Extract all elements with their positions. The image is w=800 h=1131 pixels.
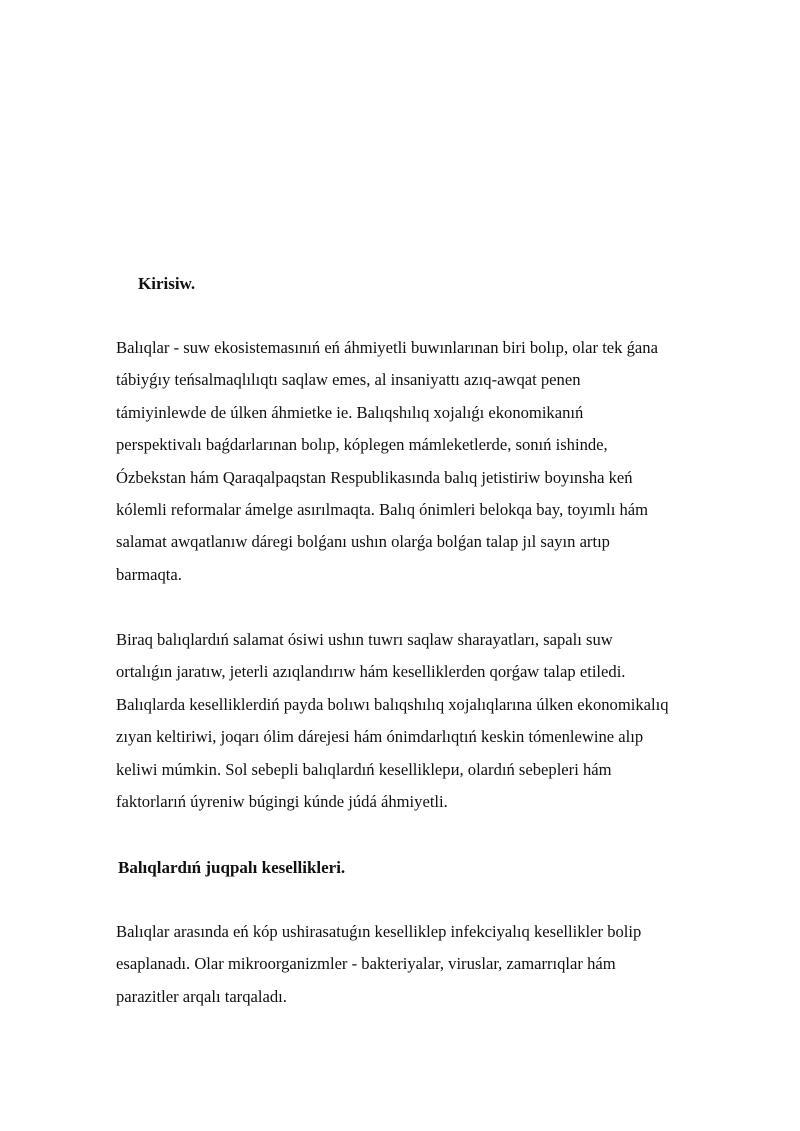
text-line: támiyinlewde de úlken áhmietke ie. Balıqshılıq xojalıǵı ekonomikanıń [116,402,584,422]
text-line: zıyan keltiriwi, joqarı ólim dárejesi hám ónimdarlıqtıń keskin tómenlewine alıp [116,727,644,747]
text-line: parazitler arqalı tarqaladı. [116,986,287,1006]
text-line: Balıqlarda keselliklerdiń payda bolıwı balıqshılıq xojalıqlarına úlken ekonomikalıq [116,694,669,714]
text-line: ortalıǵın jaratıw, jeterli azıqlandırıw hám keselliklerden qorǵaw talap etiledi. [116,662,626,682]
section-heading-infectious-diseases: Balıqlardıń juqpalı kesellikleri. [118,858,346,877]
text-line: Balıqlar arasında eń kóp ushirasatuǵın keselliklер infekciyalıq kesellikler bolip [116,922,642,941]
paragraph-fish-health [116,624,756,818]
text-line: barmaqta. [116,564,182,584]
text-line: esaplanadı. Olar mikroorganizmler - bakteriyalar, viruslar, zamarrıqlar hám [116,954,616,974]
text-line: tábiyǵıy teńsalmaqlılıqtı saqlaw emes, al insaniyattı azıq-awqat penen [116,370,581,390]
paragraph-introduction [116,332,756,591]
text-line: faktorlarıń úyreniw búgingi kúnde júdá áhmiyetli. [116,792,448,812]
section-heading-introduction: Kirisiw. [138,274,196,293]
text-line: salamat awqatlanıw dáregi bolǵanı ushın olarǵa bolǵan talap jıl sayın artıp [116,532,610,552]
text-line: Ózbekstan hám Qaraqalpaqstan Respublikasında balıq jetistiriw boyınsha keń [116,467,633,487]
text-line: perspektivalı baǵdarlarınan bolıp, kóplegen mámleketlerde, sonıń ishinde, [116,435,608,455]
text-line: keliwi múmkin. Sol sebepli balıqlardıń keselliklери, olardıń sebepleri hám [116,759,612,779]
paragraph-infectious-diseases [116,916,756,1013]
text-line: kólemli reformalar ámelge asırılmaqta. Balıq ónimleri belokqa bay, toyımlı hám [116,500,649,520]
text-line: Biraq balıqlardıń salamat ósiwi ushın tuwrı saqlaw sharayatları, sapalı suw [116,630,613,649]
text-line: Balıqlar - suw ekosistemasınıń eń áhmiyetli buwınlarınan biri bolıp, olar tek ǵana [116,338,658,357]
